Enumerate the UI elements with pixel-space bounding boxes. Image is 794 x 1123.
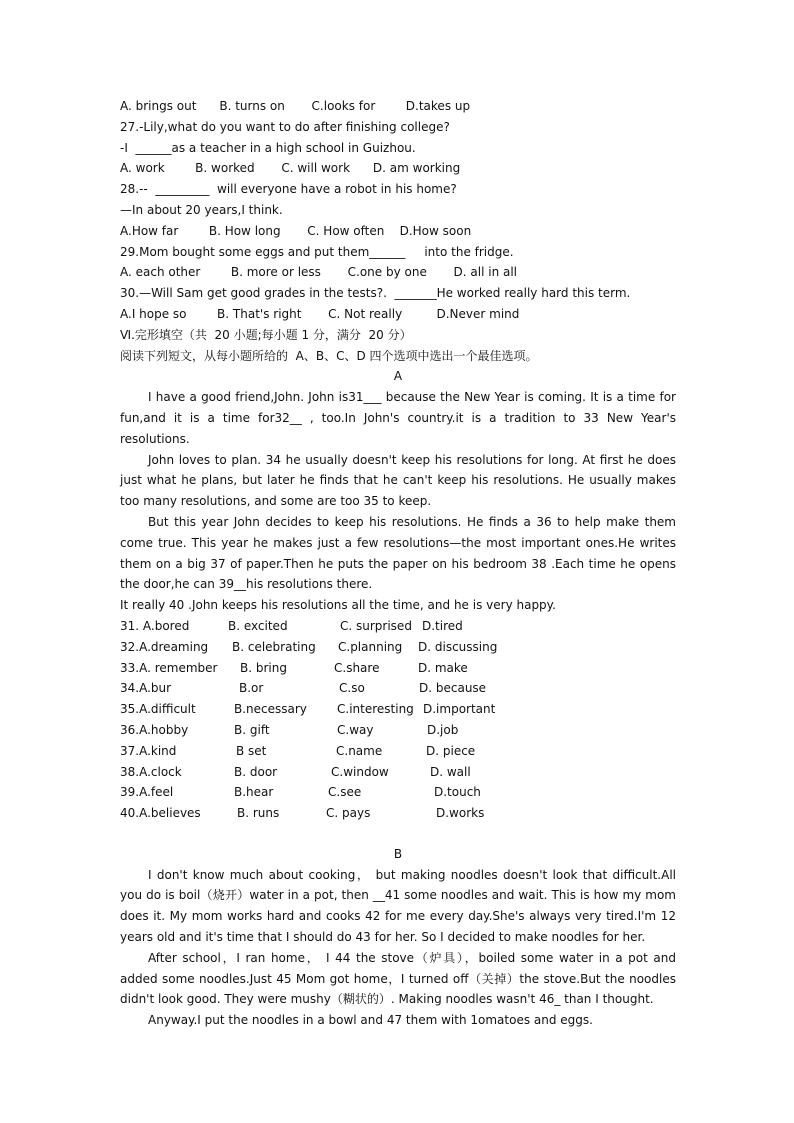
- option-row-39: [120, 782, 676, 803]
- option-d: D.job: [427, 722, 459, 737]
- option-row-38: [120, 762, 676, 783]
- option-a: 31. A.bored: [120, 618, 190, 633]
- option-b: B set: [236, 743, 267, 758]
- q30-question: 30.—Will Sam get good grades in the tests?. _______He worked really hard this term.: [120, 286, 631, 301]
- passage-a-paragraph-2: John loves to plan. 34 he usually doesn't keep his resolutions for long. At first he does just what he plans, but later he finds that he can't keep his resolutions. He usually makes too many resolutions, and some are too 35 to keep.: [120, 452, 676, 509]
- q28-question: 28.-- _________ will everyone have a robot in his home?: [120, 182, 457, 197]
- passage-a-options: [120, 616, 676, 824]
- option-b: B. door: [234, 764, 278, 779]
- q29-question: 29.Mom bought some eggs and put them______ into the fridge.: [120, 244, 514, 259]
- option-row-34: [120, 678, 676, 699]
- option-d: D.important: [423, 702, 496, 717]
- option-b: B.hear: [234, 785, 274, 800]
- option-d: D. piece: [426, 743, 476, 758]
- option-c: C.window: [331, 764, 389, 779]
- passage-a-label: A: [393, 369, 403, 384]
- option-c: C. pays: [326, 806, 371, 821]
- option-d: D. discussing: [418, 639, 498, 654]
- option-d: D. because: [419, 681, 487, 696]
- option-row-35: [120, 699, 676, 720]
- option-b: B. gift: [234, 722, 270, 737]
- option-b: B. runs: [237, 806, 280, 821]
- option-row-31: [120, 616, 676, 637]
- option-d: D.works: [436, 806, 485, 821]
- option-b: B.or: [239, 681, 264, 696]
- passage-a-paragraph-4: It really 40 .John keeps his resolutions all the time, and he is very happy.: [120, 598, 556, 613]
- passage-a-paragraph-3: But this year John decides to keep his resolutions. He finds a 36 to help make them come true. This year he makes just a few resolutions—the most important ones.He writes them on a big 37 of paper.Then he puts the paper on his bedroom 38 .Each time he opens the door,he can 39__his resolutions there.: [120, 514, 676, 592]
- option-d: D. make: [418, 660, 468, 675]
- q26-options: A. brings out B. turns on C.looks for D.takes up: [120, 99, 471, 113]
- option-a: 33.A. remember: [120, 660, 218, 675]
- option-d: D.tired: [422, 618, 463, 633]
- option-row-37: [120, 741, 676, 762]
- option-a: 34.A.bur: [120, 681, 172, 696]
- option-a: 35.A.difficult: [120, 702, 196, 717]
- q28-options: A.How far B. How long C. How often D.How soon: [120, 223, 472, 238]
- option-row-40: [120, 803, 676, 824]
- section-instruction: 阅读下列短文，从每小题所给的 A、B、C、D 四个选项中选出一个最佳选项。: [120, 348, 538, 363]
- option-a: 40.A.believes: [120, 806, 201, 821]
- q27-question: 27.-Lily,what do you want to do after finishing college?: [120, 119, 450, 134]
- q30-options: A.I hope so B. That's right C. Not really D.Never mind: [120, 306, 520, 321]
- option-c: C.name: [336, 743, 383, 758]
- q27-answer: -I ______as a teacher in a high school in Guizhou.: [120, 140, 416, 155]
- option-row-32: [120, 637, 676, 658]
- option-d: D.touch: [434, 785, 481, 800]
- option-row-36: [120, 720, 676, 741]
- option-a: 38.A.clock: [120, 764, 182, 779]
- q28-answer: —In about 20 years,I think.: [120, 202, 283, 217]
- passage-b-paragraph-1: I don't know much about cooking， but making noodles doesn't look that difficult.All you do is boil（烧开）water in a pot, then __41 some noodles and wait. This is how my mom does it. My mom works hard and cooks 42 for me every day.She's always very tired.I'm 12 years old and it's time that I should do 43 for her. So I decided to make noodles for her.: [120, 867, 676, 945]
- option-b: B. excited: [228, 618, 288, 633]
- section-heading: Ⅵ.完形填空（共 20 小题;每小题 1 分，满分 20 分）: [120, 327, 412, 342]
- option-c: C.planning: [338, 639, 403, 654]
- exam-page: [120, 96, 676, 1031]
- passage-a-paragraph-1: I have a good friend,John. John is31___ because the New Year is coming. It is a time for fun,and it is a time for32__ , too.In John's country.it is a tradition to 33 New Year's resolutions.: [120, 390, 676, 446]
- option-b: B.necessary: [234, 702, 307, 717]
- option-row-33: [120, 658, 676, 679]
- option-c: C.interesting: [337, 702, 414, 717]
- q27-options: A. work B. worked C. will work D. am working: [120, 161, 461, 176]
- q29-options: A. each other B. more or less C.one by one D. all in all: [120, 265, 518, 280]
- option-a: 39.A.feel: [120, 785, 174, 800]
- passage-b-paragraph-2: After school，I ran home， I 44 the stove（炉具），boiled some water in a pot and added some noodles.Just 45 Mom got home，I turned off（关掉）the stove.But the noodles didn't look good. They were mushy（糊状的）. Making noodles wasn't 46_ than I thought.: [120, 950, 676, 1007]
- option-c: C.share: [334, 660, 380, 675]
- option-c: C.way: [337, 722, 374, 737]
- option-a: 32.A.dreaming: [120, 639, 209, 654]
- option-b: B. celebrating: [232, 639, 316, 654]
- option-a: 36.A.hobby: [120, 722, 189, 737]
- option-a: 37.A.kind: [120, 743, 177, 758]
- option-c: C.see: [328, 785, 362, 800]
- option-d: D. wall: [430, 764, 471, 779]
- passage-b-paragraph-3: Anyway.I put the noodles in a bowl and 47 them with 1omatoes and eggs.: [148, 1013, 593, 1028]
- option-b: B. bring: [240, 660, 287, 675]
- option-c: C.so: [339, 681, 365, 696]
- option-c: C. surprised: [340, 618, 412, 633]
- passage-b-label: B: [393, 846, 403, 861]
